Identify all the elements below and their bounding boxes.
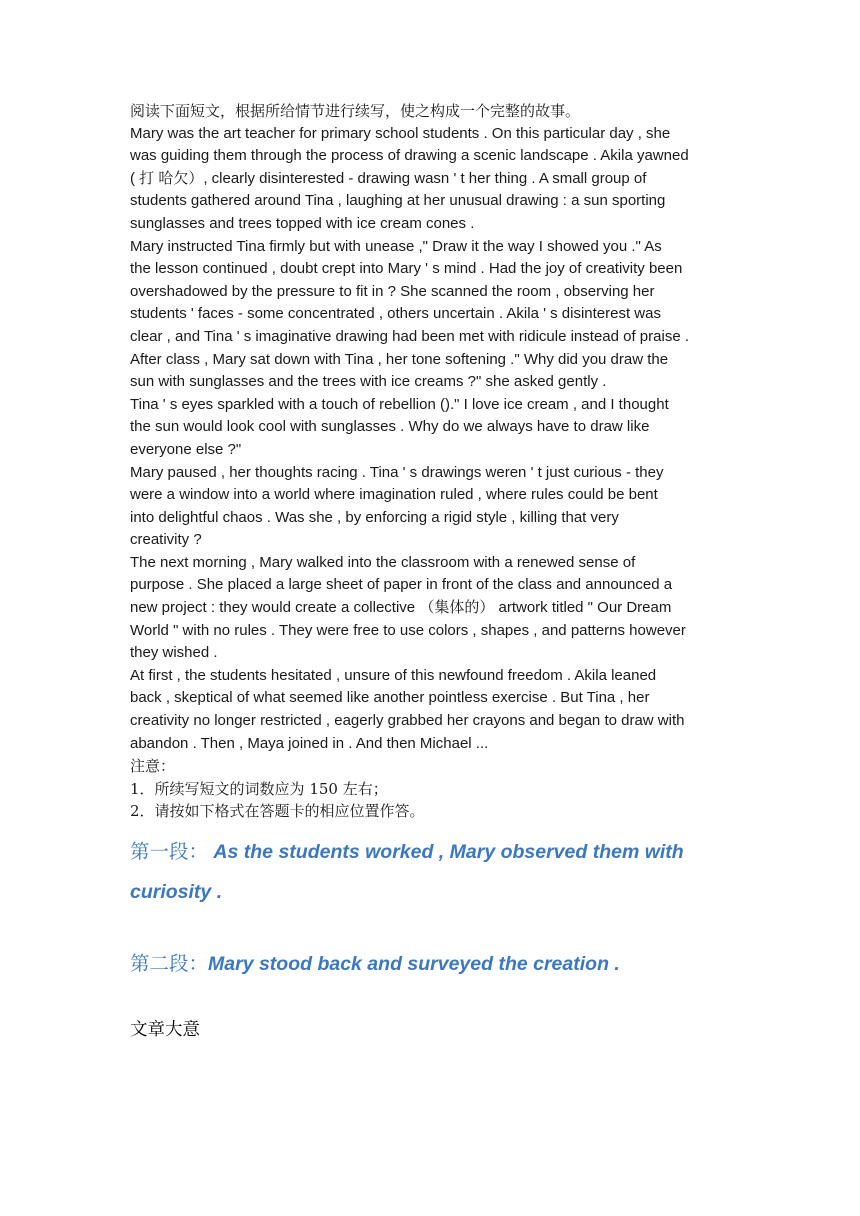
paragraph-1-text: As the students worked , Mary observed them with [208,841,684,863]
story-line: was guiding them through the process of drawing a scenic landscape . Akila yawned [130,147,689,165]
story-line: Mary was the art teacher for primary school students . On this particular day , she [130,124,671,142]
summary-heading: 文章大意 [130,1020,200,1040]
story-line: creativity ? [130,531,202,549]
story-line: into delightful chaos . Was she , by enforcing a rigid style , killing that very [130,508,619,526]
story-line: abandon . Then , Maya joined in . And then Michael ... [130,734,489,752]
story-line: The next morning , Mary walked into the classroom with a renewed sense of [130,553,636,571]
note-item: 2．请按如下格式在答题卡的相应位置作答。 [130,802,425,821]
paragraph-1-continuation: curiosity . [130,881,223,903]
paragraph-1-label: 第一段： [130,840,209,863]
story-passage [130,123,740,756]
story-line: sunglasses and trees topped with ice cream cones . [130,214,475,232]
paragraph-1-prompt [130,836,684,864]
story-line: they wished . [130,644,218,662]
story-line: everyone else ?" [130,440,242,458]
note-item: 1．所续写短文的词数应为 150 左右； [130,779,388,798]
story-line: back , skeptical of what seemed like another pointless exercise . But Tina , her [130,689,650,707]
story-line: creativity no longer restricted , eagerly grabbed her crayons and began to draw with [130,712,685,730]
story-line: ( 打 哈欠）, clearly disinterested - drawing wasn ' t her thing . A small group of [130,169,647,187]
story-line: Mary paused , her thoughts racing . Tina ' s drawings weren ' t just curious - they [130,463,664,481]
paragraph-2-text: Mary stood back and surveyed the creation . [208,953,620,975]
notes-heading: 注意： [130,757,176,776]
story-line: World " with no rules . They were free to use colors , shapes , and patterns however [130,621,686,639]
story-line: new project : they would create a collective （集体的） artwork titled " Our Dream [130,599,672,617]
story-line: the lesson continued , doubt crept into Mary ' s mind . Had the joy of creativity been [130,260,683,278]
story-line: Mary instructed Tina firmly but with unease ," Draw it the way I showed you ." As [130,237,662,255]
notes-section [130,755,740,823]
story-line: were a window into a world where imagination ruled , where rules could be bent [130,486,658,504]
story-line: students gathered around Tina , laughing at her unusual drawing : a sun sporting [130,192,666,210]
document-body [130,100,740,823]
story-line: overshadowed by the pressure to fit in ? She scanned the room , observing her [130,282,655,300]
story-line: purpose . She placed a large sheet of paper in front of the class and announced a [130,576,673,594]
story-line: sun with sunglasses and the trees with ice creams ?" she asked gently . [130,373,607,391]
instruction-text: 阅读下面短文，根据所给情节进行续写，使之构成一个完整的故事。 [130,102,581,120]
story-line: the sun would look cool with sunglasses . Why do we always have to draw like [130,418,650,436]
story-line: At first , the students hesitated , unsure of this newfound freedom . Akila leaned [130,666,657,684]
story-line: After class , Mary sat down with Tina , her tone softening ." Why did you draw the [130,350,669,368]
paragraph-2-prompt [130,948,620,976]
story-line: Tina ' s eyes sparkled with a touch of rebellion ()." I love ice cream , and I thought [130,395,669,413]
story-line: clear , and Tina ' s imaginative drawing had been met with ridicule instead of praise . [130,327,689,345]
paragraph-2-label: 第二段： [130,952,209,975]
story-line: students ' faces - some concentrated , others uncertain . Akila ' s disinterest was [130,305,661,323]
